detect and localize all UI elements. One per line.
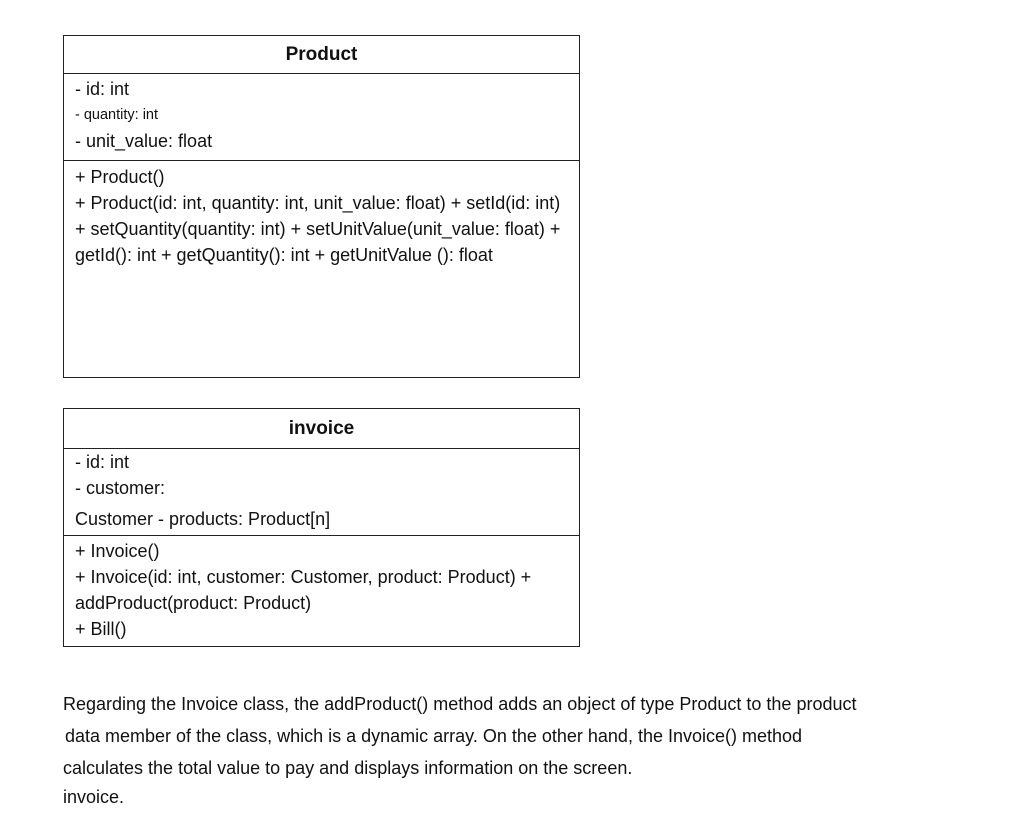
product-attribute-quantity: - quantity: int: [75, 107, 159, 123]
description-line: data member of the class, which is a dynamic array. On the other hand, the Invoice() method: [65, 726, 803, 746]
invoice-operations-section: [64, 536, 579, 642]
invoice-class-box: [63, 408, 580, 647]
product-class-box: [63, 35, 580, 378]
invoice-operation-methods: + Invoice(id: int, customer: Customer, product: Product) + addProduct(product: Product): [75, 567, 532, 613]
description-line: calculates the total value to pay and displays information on the screen.: [63, 758, 633, 778]
invoice-attributes-section: [64, 449, 579, 536]
description-paragraph: [63, 688, 963, 811]
product-attribute-id: - id: int: [75, 79, 130, 99]
description-line: Regarding the Invoice class, the addProduct() method adds an object of type Product to the product: [63, 694, 857, 714]
product-operation-constructor: + Product(): [75, 167, 165, 187]
invoice-operation-bill: + Bill(): [75, 619, 127, 639]
invoice-attribute-customer: - customer:: [75, 478, 166, 498]
description-line: invoice.: [63, 787, 125, 807]
invoice-attribute-products: Customer - products: Product[n]: [75, 509, 331, 529]
invoice-class-name: invoice: [64, 409, 579, 449]
product-class-name: Product: [64, 36, 579, 74]
invoice-operation-constructor: + Invoice(): [75, 541, 160, 561]
product-operations-section: [64, 161, 579, 268]
invoice-attribute-id: - id: int: [75, 452, 130, 472]
product-attribute-unit-value: - unit_value: float: [75, 131, 213, 151]
product-operation-methods: + Product(id: int, quantity: int, unit_value: float) + setId(id: int) + setQuantity(quantity: int) + setUnitValue(unit_value: float) + getId(): int + getQuantity(): int + getUnitValue (): float: [75, 193, 561, 265]
product-attributes-section: [64, 74, 579, 161]
